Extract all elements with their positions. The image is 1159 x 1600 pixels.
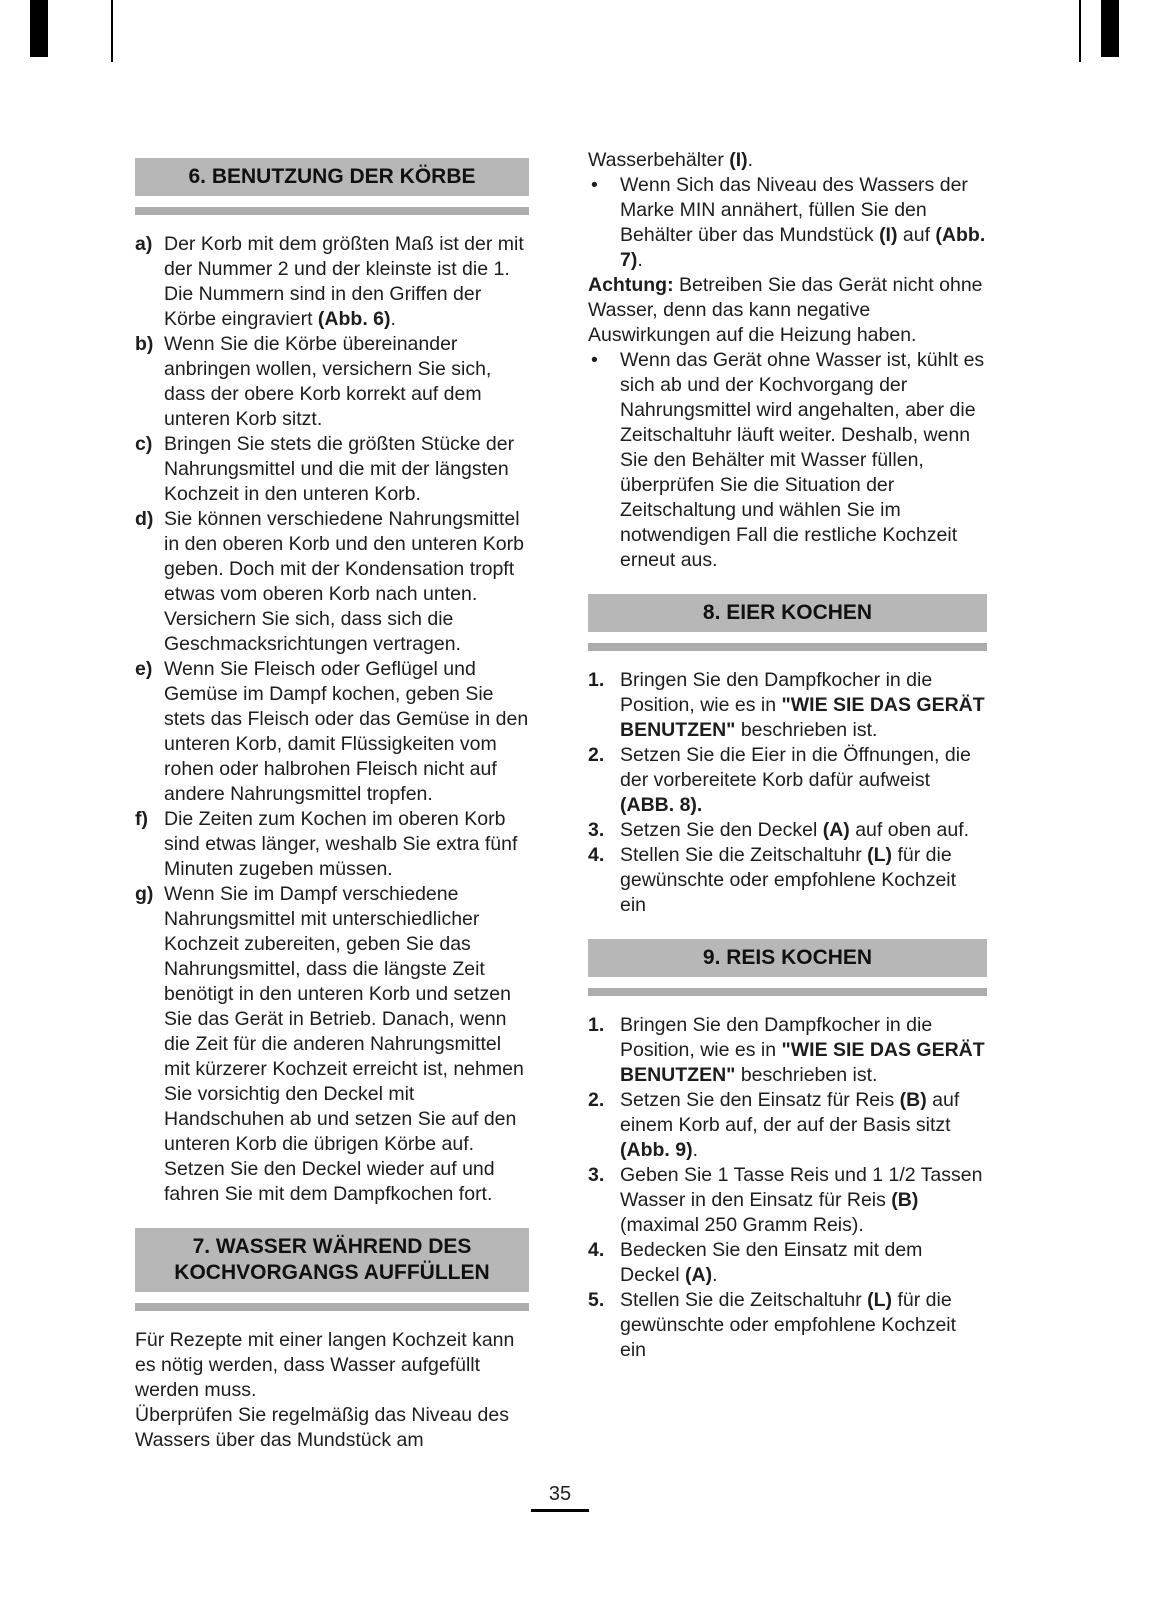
- section-6-item-c: [135, 432, 529, 507]
- section-8-item-3: [588, 818, 987, 843]
- list-item-text: Wenn Sie die Körbe übereinander anbringen wollen, versichern Sie sich, dass der obere Korb korrekt auf dem unteren Korb sitzt.: [164, 333, 492, 430]
- list-item-number: 4.: [588, 1239, 605, 1261]
- section-7-underline-strip: [135, 1303, 529, 1311]
- list-item-label: e): [135, 658, 153, 680]
- achtung-note: Achtung: Betreiben Sie das Gerät nicht ohne Wasser, denn das kann negative Auswirkungen auf die Heizung haben.: [588, 274, 983, 346]
- section-8-header: 8. EIER KOCHEN: [588, 594, 987, 632]
- section-8-underline-strip: [588, 643, 987, 651]
- bullet-text: Wenn Sich das Niveau des Wassers der Marke MIN annähert, füllen Sie den Behälter über das Mundstück (I) auf (Abb. 7).: [620, 174, 986, 271]
- list-item-text: Bringen Sie stets die größten Stücke der Nahrungsmittel und die mit der längsten Kochzeit in den unteren Korb.: [164, 433, 515, 505]
- list-item-label: c): [135, 433, 153, 455]
- list-item-text: Bedecken Sie den Einsatz mit dem Deckel (A).: [620, 1239, 923, 1286]
- crop-mark-top-right-bar: [1101, 0, 1119, 57]
- section-9-item-5: [588, 1288, 987, 1363]
- list-item-text: Wenn Sie Fleisch oder Geflügel und Gemüse im Dampf kochen, geben Sie stets das Fleisch oder das Gemüse in den unteren Korb, damit Flüssigkeiten vom rohen oder halbrohen Fleisch nicht auf andere Nahrungsmittel tropfen.: [164, 658, 529, 805]
- list-item-number: 1.: [588, 669, 605, 691]
- section-9-header: 9. REIS KOCHEN: [588, 939, 987, 977]
- bullet-item-no-water: [588, 348, 987, 573]
- list-item-number: 4.: [588, 844, 605, 866]
- section-8-item-1: [588, 668, 987, 743]
- crop-mark-top-left-line: [111, 0, 113, 62]
- list-item-text: Wenn Sie im Dampf verschiedene Nahrungsmittel mit unterschiedlicher Kochzeit zubereiten, geben Sie das Nahrungsmittel, dass die längste Zeit benötigt in den unteren Korb und setzen Sie das Gerät in Betrieb. Danach, wenn die Zeit für die anderen Nahrungsmittel mit kürzerer Kochzeit erreicht ist, nehmen Sie vorsichtig den Deckel mit Handschuhen ab und setzen Sie auf den unteren Korb die übrigen Körbe auf. Setzen Sie den Deckel wieder auf und fahren Sie mit dem Dampfkochen fort.: [164, 883, 524, 1205]
- list-item-label: b): [135, 333, 154, 355]
- list-item-number: 3.: [588, 819, 605, 841]
- section-6-item-a: [135, 232, 529, 332]
- right-column: [588, 148, 987, 1363]
- list-item-number: 3.: [588, 1164, 605, 1186]
- bullet-icon: •: [591, 349, 598, 371]
- section-8-item-2: [588, 743, 987, 818]
- bullet-text: Wenn das Gerät ohne Wasser ist, kühlt es sich ab und der Kochvorgang der Nahrungsmittel wird angehalten, aber die Zeitschaltuhr läuft weiter. Deshalb, wenn Sie den Behälter mit Wasser füllen, überprüfen Sie die Situation der Zeitschaltung und wählen Sie im notwendigen Fall die restliche Kochzeit erneut aus.: [620, 349, 985, 571]
- list-item-text: Geben Sie 1 Tasse Reis und 1 1/2 Tassen Wasser in den Einsatz für Reis (B) (maximal 250 Gramm Reis).: [620, 1164, 983, 1236]
- list-item-number: 5.: [588, 1289, 605, 1311]
- bullet-icon: •: [591, 174, 598, 196]
- section-7-paragraphs: [135, 1328, 529, 1453]
- section-9-item-4: [588, 1238, 987, 1288]
- intro-lead-paragraph: Wasserbehälter (I).: [588, 149, 754, 171]
- section-9-underline-strip: [588, 988, 987, 996]
- section-7-header: 7. WASSER WÄHREND DES KOCHVORGANGS AUFFÜLLEN: [135, 1228, 529, 1292]
- list-item-text: Setzen Sie den Einsatz für Reis (B) auf einem Korb auf, der auf der Basis sitzt (Abb. 9).: [620, 1089, 960, 1161]
- section-6-item-d: [135, 507, 529, 657]
- section-8-list: [588, 668, 987, 918]
- section-6-underline-strip: [135, 207, 529, 215]
- list-item-text: Bringen Sie den Dampfkocher in die Position, wie es in "WIE SIE DAS GERÄT BENUTZEN" beschrieben ist.: [620, 669, 985, 741]
- list-item-text: Sie können verschiedene Nahrungsmittel in den oberen Korb und den unteren Korb geben. Doch mit der Kondensation tropft etwas vom oberen Korb nach unten. Versichern Sie sich, dass sich die Geschmacksrichtungen vertragen.: [164, 508, 524, 655]
- crop-mark-top-left-bar: [30, 0, 48, 57]
- section-6-list: [135, 232, 529, 1207]
- section-9-item-3: [588, 1163, 987, 1238]
- list-item-number: 2.: [588, 1089, 605, 1111]
- list-item-label: g): [135, 883, 154, 905]
- crop-mark-top-right-line: [1079, 0, 1081, 62]
- page-number: 35: [531, 1483, 589, 1512]
- list-item-label: f): [135, 808, 148, 830]
- list-item-text: Der Korb mit dem größten Maß ist der mit der Nummer 2 und der kleinste ist die 1. Die Nummern sind in den Griffen der Körbe eingraviert (Abb. 6).: [164, 233, 524, 330]
- section-6-item-f: [135, 807, 529, 882]
- list-item-label: a): [135, 233, 153, 255]
- list-item-text: Bringen Sie den Dampfkocher in die Position, wie es in "WIE SIE DAS GERÄT BENUTZEN" beschrieben ist.: [620, 1014, 985, 1086]
- list-item-text: Stellen Sie die Zeitschaltuhr (L) für die gewünschte oder empfohlene Kochzeit ein: [620, 1289, 957, 1361]
- section-9-item-2: [588, 1088, 987, 1163]
- paragraph: Für Rezepte mit einer langen Kochzeit kann es nötig werden, dass Wasser aufgefüllt werden muss.: [135, 1329, 515, 1401]
- section-6-item-b: [135, 332, 529, 432]
- section-6-item-g: [135, 882, 529, 1207]
- section-9-item-1: [588, 1013, 987, 1088]
- section-9-list: [588, 1013, 987, 1363]
- list-item-number: 2.: [588, 744, 605, 766]
- list-item-text: Stellen Sie die Zeitschaltuhr (L) für die gewünschte oder empfohlene Kochzeit ein: [620, 844, 957, 916]
- list-item-label: d): [135, 508, 154, 530]
- list-item-text: Die Zeiten zum Kochen im oberen Korb sind etwas länger, weshalb Sie extra fünf Minuten zugeben müssen.: [164, 808, 518, 880]
- list-item-text: Setzen Sie die Eier in die Öffnungen, die der vorbereitete Korb dafür aufweist (ABB. 8).: [620, 744, 971, 816]
- section-8-item-4: [588, 843, 987, 918]
- paragraph: Überprüfen Sie regelmäßig das Niveau des Wassers über das Mundstück am: [135, 1404, 509, 1451]
- list-item-text: Setzen Sie den Deckel (A) auf oben auf.: [620, 819, 970, 841]
- section-6-item-e: [135, 657, 529, 807]
- bullet-item-min-level: [588, 173, 987, 273]
- section-6-header: 6. BENUTZUNG DER KÖRBE: [135, 158, 529, 196]
- left-column: [135, 158, 529, 1453]
- list-item-number: 1.: [588, 1014, 605, 1036]
